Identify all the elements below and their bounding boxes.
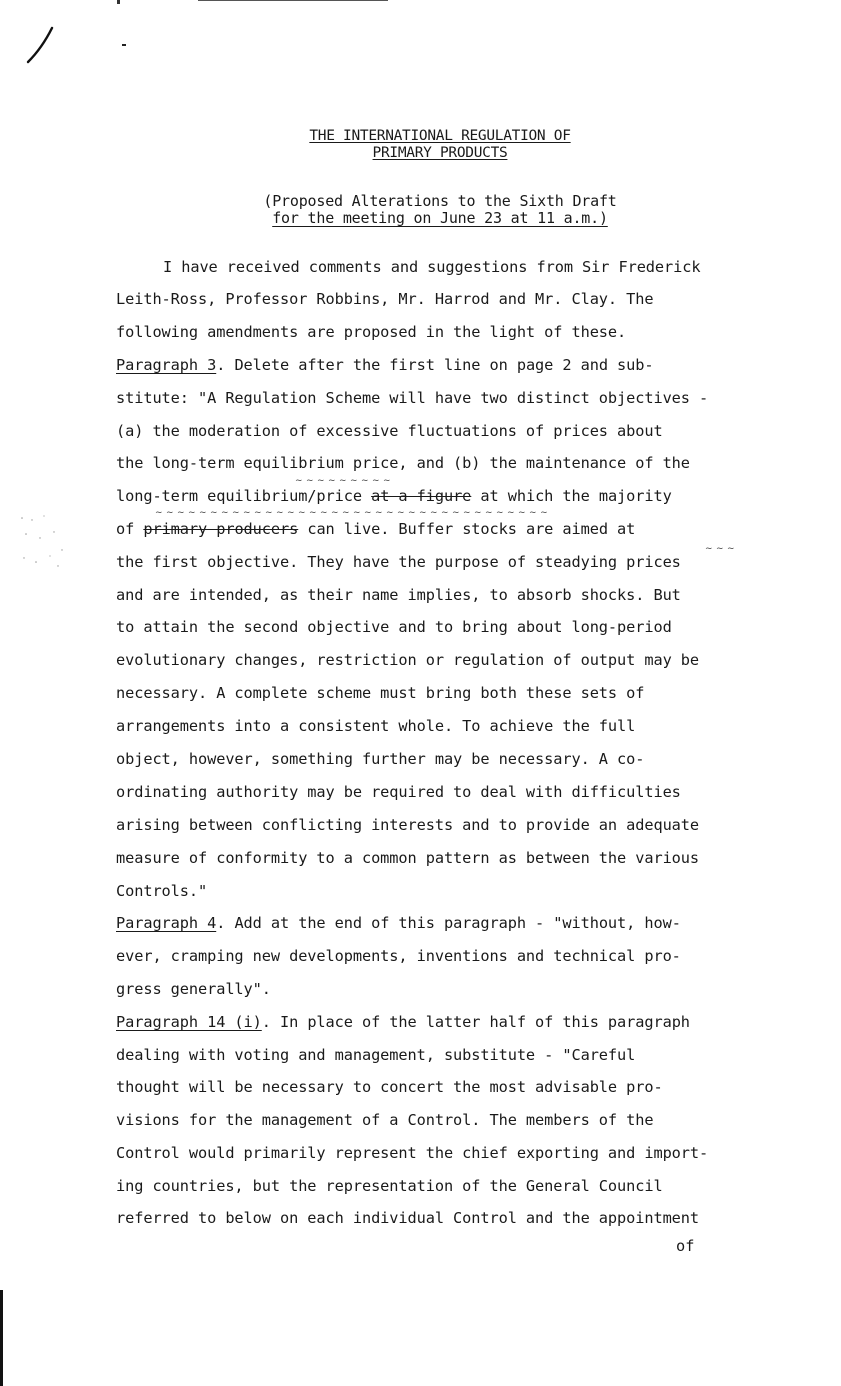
body-line: dealing with voting and management, substitute - "Careful bbox=[116, 1046, 636, 1064]
body-line: ever, cramping new developments, inventions and technical pro- bbox=[116, 947, 681, 965]
handwritten-annotation-1: ~ ~ ~ ~ ~ ~ ~ ~ ~ bbox=[295, 476, 391, 486]
body-line: the first objective. They have the purpose of steadying prices bbox=[116, 553, 681, 571]
body-line: to attain the second objective and to bring about long-period bbox=[116, 618, 672, 636]
margin-pencil-smudge bbox=[14, 510, 74, 580]
body-line: arrangements into a consistent whole. To achieve the full bbox=[116, 717, 636, 735]
body-line: stitute: "A Regulation Scheme will have two distinct objectives - bbox=[116, 389, 709, 407]
body-line: ordinating authority may be required to deal with difficulties bbox=[116, 783, 681, 801]
body-text: of bbox=[116, 520, 144, 538]
margin-dot bbox=[122, 44, 126, 46]
subtitle-line-2 bbox=[200, 210, 680, 227]
body-text: . Delete after the first line on page 2 and sub- bbox=[216, 356, 654, 374]
body-text: can live. Buffer stocks are aimed at bbox=[298, 520, 636, 538]
body-text: long-term equilibrium/price bbox=[116, 487, 372, 505]
body-line: I have received comments and suggestions from Sir Frederick bbox=[163, 258, 701, 276]
body-line: visions for the management of a Control. The members of the bbox=[116, 1111, 654, 1129]
body-line: measure of conformity to a common pattern as between the various bbox=[116, 849, 700, 867]
handwritten-annotation-2: ~ ~ ~ ~ ~ ~ ~ ~ ~ ~ ~ ~ ~ ~ ~ ~ ~ ~ ~ ~ ~ ~ ~ ~ ~ ~ ~ ~ ~ ~ ~ ~ ~ ~ ~ ~ bbox=[155, 508, 548, 518]
body-line: (a) the moderation of excessive fluctuations of prices about bbox=[116, 422, 663, 440]
top-rule bbox=[198, 0, 388, 1]
struck-text: at a figure bbox=[371, 487, 472, 505]
body-line: following amendments are proposed in the light of these. bbox=[116, 323, 627, 341]
body-line: Control would primarily represent the chief exporting and import- bbox=[116, 1144, 709, 1162]
subtitle-line-2-text: for the meeting on June 23 at 11 a.m.) bbox=[272, 209, 608, 227]
scan-edge-bar bbox=[0, 1290, 3, 1386]
catchword: of bbox=[676, 1237, 695, 1255]
body-line bbox=[116, 355, 653, 375]
body-text: . Add at the end of this paragraph - "without, how- bbox=[216, 914, 681, 932]
body-line: Leith-Ross, Professor Robbins, Mr. Harrod and Mr. Clay. The bbox=[116, 290, 654, 308]
handwritten-annotation-3: ~ ~ ~ bbox=[705, 544, 735, 554]
margin-tick-mark bbox=[117, 0, 120, 4]
body-line: referred to below on each individual Control and the appointment bbox=[116, 1209, 700, 1227]
body-line: necessary. A complete scheme must bring both these sets of bbox=[116, 684, 645, 702]
subtitle-line-1: (Proposed Alterations to the Sixth Draft bbox=[263, 192, 617, 210]
body-line: ing countries, but the representation of the General Council bbox=[116, 1177, 663, 1195]
struck-text: primary producers bbox=[143, 520, 299, 538]
paragraph-heading: Paragraph 14 (i) bbox=[116, 1013, 262, 1031]
body-line: thought will be necessary to concert the most advisable pro- bbox=[116, 1078, 663, 1096]
body-text: . In place of the latter half of this paragraph bbox=[261, 1013, 690, 1031]
body-line bbox=[116, 486, 672, 506]
body-line bbox=[116, 519, 635, 539]
body-line: Controls." bbox=[116, 882, 208, 900]
body-line: arising between conflicting interests and to provide an adequate bbox=[116, 816, 700, 834]
body-line bbox=[116, 1012, 690, 1032]
body-text: at which the majority bbox=[471, 487, 672, 505]
pen-slash-mark bbox=[20, 18, 80, 78]
body-line: the long-term equilibrium price, and (b) the maintenance of the bbox=[116, 454, 690, 472]
body-line: gress generally". bbox=[116, 980, 271, 998]
title-line-2: PRIMARY PRODUCTS bbox=[372, 145, 508, 161]
body-line: evolutionary changes, restriction or regulation of output may be bbox=[116, 651, 700, 669]
paragraph-heading: Paragraph 4 bbox=[116, 914, 217, 932]
body-line: and are intended, as their name implies, to absorb shocks. But bbox=[116, 586, 681, 604]
paragraph-heading: Paragraph 3 bbox=[116, 356, 217, 374]
body-line: object, however, something further may be necessary. A co- bbox=[116, 750, 645, 768]
body-line bbox=[116, 913, 681, 933]
title-line-1: THE INTERNATIONAL REGULATION OF bbox=[309, 128, 571, 144]
